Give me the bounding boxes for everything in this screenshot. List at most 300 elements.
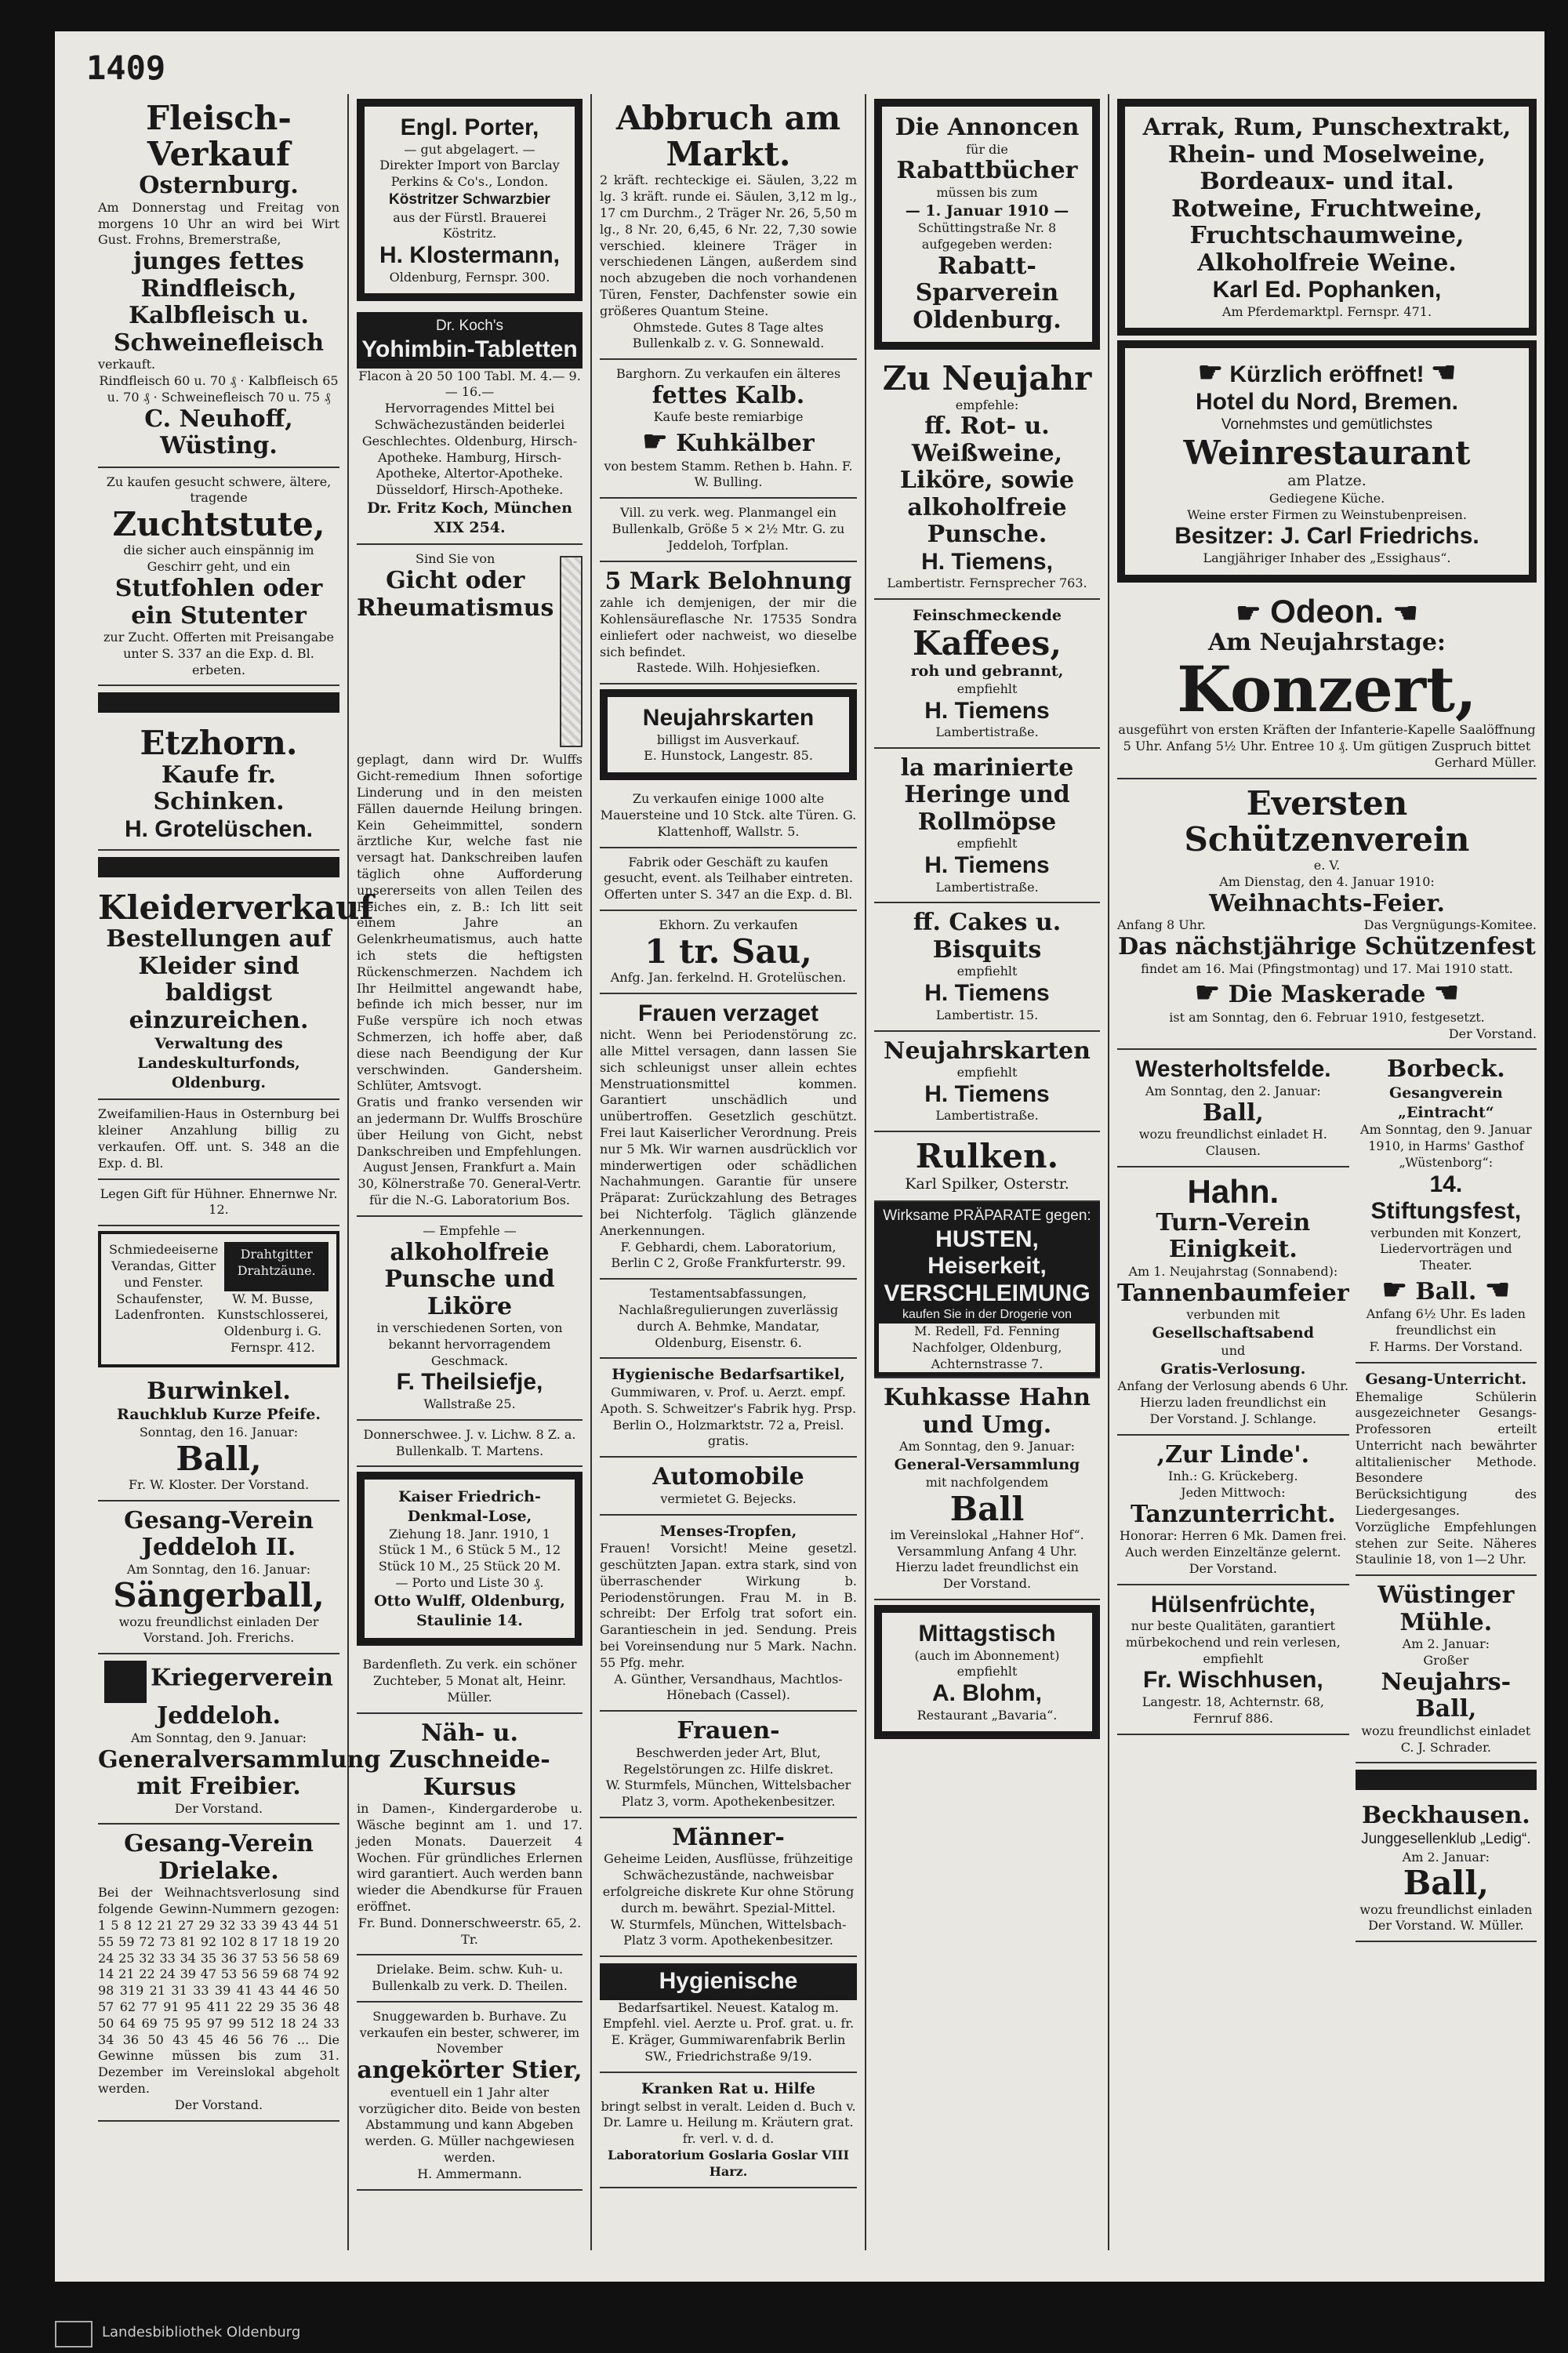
ad-title: Burwinkel. bbox=[147, 1377, 291, 1405]
library-footer bbox=[0, 2313, 1568, 2353]
ad-text: Honorar: Herren 6 Mk. Damen frei. Auch werden Einzeltänze gelernt. bbox=[1120, 1528, 1347, 1560]
ad-text: Kaufe beste remiarbige bbox=[653, 409, 804, 425]
ad-title: fettes Kalb. bbox=[652, 381, 805, 409]
ad-title: Zuchtstute, bbox=[112, 505, 325, 544]
ad-kaffee bbox=[874, 600, 1100, 749]
ad-text: Beschwerden jeder Art, Blut, Regelstörungen zc. Hilfe diskret. bbox=[622, 1745, 834, 1777]
ad-title: Gicht oder Rheumatismus bbox=[357, 567, 554, 622]
ad-seller: H. Tiemens bbox=[924, 1080, 1050, 1107]
ad-title-text: Odeon. bbox=[1270, 592, 1384, 630]
divider-bar bbox=[1356, 1770, 1537, 1790]
ad-text: Anfang 6½ Uhr. Es laden freundlichst ein bbox=[1366, 1306, 1526, 1338]
ad-text: eventuell ein 1 Jahr alter vorzügicher dito. Beide von besten Abstammung und kann Abgeben werden. G. Müller nachgewiesen werden. bbox=[358, 2084, 581, 2165]
col5-left bbox=[1117, 1050, 1349, 1942]
ad-verein: Turn-Verein Einigkeit. bbox=[1156, 1208, 1311, 1264]
ad-seller: W. M. Busse, Kunstschlosserei, Oldenburg i. G. Fernspr. 412. bbox=[216, 1291, 328, 1355]
ad-date: Am Sonntag, den 2. Januar: bbox=[1145, 1083, 1321, 1098]
ad-sign: Fr. W. Kloster. Der Vorstand. bbox=[128, 1476, 310, 1492]
pointing-hand-icon: ☚ bbox=[1484, 1273, 1511, 1307]
ad-date: Sonntag, den 16. Januar: bbox=[139, 1424, 299, 1440]
library-logo-icon bbox=[55, 2321, 93, 2348]
ad-sign: Rastede. Wilh. Hohjesiefken. bbox=[636, 660, 821, 676]
ad-title: Näh- u. Zuschneide-Kursus bbox=[389, 1719, 550, 1801]
ad-annoncen bbox=[874, 99, 1100, 350]
ad-text: geplagt, dann wird Dr. Wulffs Gicht-remedium Ihnen sofortige Linderung und in den meisten Fällen dauernde Heilung bringen. Kein Geheimmittel, sondern ärztliche Kur, welche fast nie versagt hat. Dankschreiben laufen täglich ohne Aufforderung unsererseits von allen Teilen des Reiches ein, z. B.: Ich litt seit einem Jahre an Gelenkrheumatismus, auch hatte ich stets die heftigsten Rückenschmerzen. Nachdem ich Ihr Heilmittel angewandt habe, befinde ich mich besser, nur im Fuße verspüre ich noch etwas Schmerzen, ich hoffe aber, daß diese nach Beendigung der Kur verschwinden. Gandersheim. Schlüter, Amtsvogt. bbox=[357, 752, 583, 1094]
ad-busse bbox=[98, 1231, 339, 1367]
ad-rulken bbox=[874, 1132, 1100, 1202]
pointing-hand-icon: ☛ bbox=[1197, 356, 1223, 389]
ad-punsch bbox=[357, 1217, 583, 1421]
ad-title: Hülsenfrüchte, bbox=[1150, 1591, 1316, 1618]
col5-split bbox=[1117, 1050, 1537, 1942]
ad-text: müssen bis zum bbox=[936, 184, 1038, 200]
ad-event: Gesellschaftsabend bbox=[1152, 1324, 1315, 1342]
ad-text: Langjähriger Inhaber des „Essighaus“. bbox=[1203, 550, 1451, 565]
ad-seller: C. Neuhoff, Wüsting. bbox=[144, 405, 293, 460]
ad-fabrik: Fabrik oder Geschäft zu kaufen gesucht, event. als Teilhaber eintreten. Offerten unter S. 347 an die Exp. d. Bl. bbox=[600, 848, 857, 911]
ad-sign: W. Sturmfels, München, Wittelsbacher Platz 3, vorm. Apothekenbesitzer. bbox=[605, 1777, 851, 1810]
column-1 bbox=[90, 94, 381, 2250]
pointing-hand-icon: ☚ bbox=[1392, 596, 1418, 629]
ad-menses bbox=[600, 1516, 857, 1712]
ad-text: Bedarfsartikel. Neuest. Katalog m. Empfehl. viel. Aerzte u. Prof. grat. u. fr. E. Kräger, Gummiwarenfabrik Berlin SW., Friedrichstraße 9/19. bbox=[602, 1999, 855, 2064]
ad-seller: H. Tiemens, bbox=[921, 548, 1053, 575]
ad-text: empfiehlt bbox=[956, 964, 1018, 979]
ad-addr: Langestr. 18, Achternstr. 68, Fernruf 886. bbox=[1142, 1694, 1324, 1726]
ad-text: von bestem Stamm. Rethen b. Hahn. F. W. Bulling. bbox=[604, 458, 853, 490]
ad-text: Ehemalige Schülerin ausgezeichneter Gesangs-Professoren erteilt Unterricht nach bewährter altitalienischer Methode. Besondere Berücksichtigung des Liedergesanges. Vorzügliche Empfehlungen stehen zur Seite. Näheres Staulinie 18, von 1—2 Uhr. bbox=[1355, 1389, 1537, 1567]
ad-verein: Gesangverein „Eintracht“ bbox=[1388, 1084, 1503, 1121]
ad-title: Neujahrskarten bbox=[884, 1037, 1091, 1065]
ad-seller: H. Tiemens bbox=[924, 697, 1050, 724]
ad-text: verkauft. bbox=[98, 357, 156, 372]
ad-seller: H. Tiemens bbox=[924, 852, 1050, 879]
ad-date: Am Dienstag, den 4. Januar 1910: bbox=[1219, 874, 1435, 889]
page-number: 1409 bbox=[86, 49, 166, 87]
ad-text: Kaufe fr. Schinken. bbox=[153, 761, 285, 816]
ad-husten bbox=[874, 1202, 1100, 1378]
ad-seller: A. Blohm, bbox=[932, 1680, 1042, 1707]
ad-text: zur Zucht. Offerten mit Preisangabe unter S. 337 an die Exp. d. Bl. erbeten. bbox=[103, 630, 334, 677]
ad-text: findet am 16. Mai (Pfingstmontag) und 17. Mai 1910 statt. bbox=[1141, 960, 1513, 976]
ad-event: Ball, bbox=[176, 1439, 262, 1478]
ad-hering bbox=[874, 749, 1100, 904]
ad-text: Ekhorn. Zu verkaufen bbox=[659, 917, 798, 932]
ad-text: Schaufenster, Ladenfronten. bbox=[114, 1291, 205, 1323]
ad-kranken bbox=[600, 2073, 857, 2188]
ad-sign: Dr. Fritz Koch, München XIX 254. bbox=[367, 499, 572, 536]
ad-title: Kaiser Friedrich-Denkmal-Lose, bbox=[398, 1488, 541, 1525]
iron-cross-icon bbox=[104, 1661, 147, 1703]
ad-event: Neujahrs-Ball, bbox=[1381, 1668, 1512, 1723]
ad-text: aus der Fürstl. Brauerei Köstritz. bbox=[393, 209, 546, 241]
ad-text: für die bbox=[966, 141, 1008, 157]
pointing-hand-icon: ☛ bbox=[1194, 976, 1221, 1010]
ad-brand: Dr. Koch's bbox=[436, 318, 503, 335]
ad-text: bringt selbst in veralt. Leiden d. Buch v. Dr. Lamre u. Heilung m. Kräutern grat. fr. verl. v. d. d. bbox=[601, 2098, 856, 2147]
divider-bar bbox=[98, 692, 339, 713]
col5-right bbox=[1356, 1050, 1537, 1942]
ad-drielake bbox=[98, 1825, 339, 2121]
ad-abbruch bbox=[600, 94, 857, 360]
ad-title bbox=[600, 426, 857, 458]
ad-zuchtstute bbox=[98, 468, 339, 687]
ad-club: Rauchklub Kurze Pfeife. bbox=[117, 1406, 321, 1424]
ad-text: Inh.: G. Krückeberg. bbox=[1168, 1469, 1298, 1484]
ad-text: zahle ich demjenigen, der mir die Kohlensäureflasche Nr. 17535 Sondra einliefert oder nachweist, wo dieselbe sich befindet. bbox=[600, 595, 857, 659]
ad-goods: ff. Rot- u. Weißweine, Liköre, sowie alkoholfreie Punsche. bbox=[899, 412, 1075, 549]
ad-testament: Testamentsabfassungen, Nachlaßregulierungen zuverlässig durch A. Behmke, Mandatar, Oldenburg, Eisenstr. 6. bbox=[600, 1280, 857, 1359]
ad-open-text: Kürzlich eröffnet! bbox=[1229, 361, 1425, 388]
ad-text: mit nachfolgendem bbox=[925, 1474, 1049, 1490]
ad-title: Menses-Tropfen, bbox=[659, 1522, 797, 1540]
ad-title: Kaffees, bbox=[913, 623, 1062, 663]
ad-sign: Laboratorium Goslaria Goslar VIII Harz. bbox=[608, 2147, 849, 2179]
ad-title: Hygienische Bedarfsartikel, bbox=[612, 1366, 845, 1384]
ad-title: alkoholfreie Punsche und Liköre bbox=[384, 1238, 555, 1320]
ad-text: Schüttingstraße Nr. 8 aufgegeben werden: bbox=[917, 220, 1057, 252]
ad-text: empfiehlt bbox=[956, 1065, 1018, 1080]
ad-text: Hervorragendes Mittel bei Schwächezuständen beiderlei Geschlechtes. Oldenburg, Hirsch-Apotheke. Hamburg, Hirsch-Apotheke, Altertor-Apotheke. Düsseldorf, Hirsch-Apotheke. bbox=[361, 401, 578, 498]
ad-etzhorn bbox=[98, 719, 339, 851]
ad-title: Kuhkasse Hahn und Umg. bbox=[884, 1384, 1091, 1439]
ad-addr: Lambertistr. 15. bbox=[935, 1007, 1039, 1022]
ad-title: Köstritzer Schwarzbier bbox=[389, 191, 550, 208]
ad-sign: Der Vorstand. J. Schlange. bbox=[1149, 1411, 1317, 1426]
ad-sign: Otto Wulff, Oldenburg, Staulinie 14. bbox=[374, 1592, 565, 1629]
ad-title: 1 tr. Sau, bbox=[644, 931, 812, 971]
ad-sign: Der Vorstand. bbox=[942, 1576, 1032, 1592]
ad-text: roh und gebrannt, bbox=[910, 663, 1064, 681]
ad-text: e. V. bbox=[1313, 858, 1341, 873]
ad-text: Anfang 8 Uhr. bbox=[1117, 917, 1206, 933]
ad-event: Generalversammlung mit Freibier. bbox=[98, 1745, 381, 1801]
ad-auto bbox=[600, 1458, 857, 1515]
ad-sign: wozu freundlichst einladen Der Vorstand. W. Müller. bbox=[1359, 1901, 1533, 1934]
ad-date: Am Sonntag, den 9. Januar: bbox=[131, 1730, 307, 1745]
ad-prices: Rindfleisch 60 u. 70 ₰ · Kalbfleisch 65 u. 70 ₰ · Schweinefleisch 70 u. 75 ₰ bbox=[99, 373, 339, 405]
ad-text: Schmiedeeiserne Verandas, Gitter und Fenster. bbox=[109, 1242, 219, 1290]
ad-title: Etzhorn. bbox=[140, 724, 298, 763]
ad-gicht bbox=[357, 545, 583, 1216]
ad-text: im Vereinslokal „Hahner Hof“. Versammlung Anfang 4 Uhr. Hierzu ladet freundlichst ein bbox=[890, 1527, 1084, 1575]
ad-addr: Lambertistraße. bbox=[935, 724, 1039, 740]
ad-title-text: Kuhkälber bbox=[676, 430, 815, 458]
ad-wester bbox=[1117, 1050, 1349, 1167]
ad-subtitle: Osternburg. bbox=[139, 172, 299, 200]
ad-text: Anfang der Verlosung abends 6 Uhr. Hierzu laden freundlichst ein bbox=[1117, 1378, 1349, 1411]
ad-text: und bbox=[1221, 1342, 1246, 1358]
ad-text: Ziehung 18. Janr. 1910, 1 Stück 1 M., 6 Stück 5 M., 12 Stück 10 M., 25 Stück 20 M. — Porto und Liste 30 ₰. bbox=[378, 1526, 561, 1591]
ad-text: Am Sonntag, den 9. Januar 1910, in Harms' Gasthof „Wüstenborg“: bbox=[1360, 1122, 1532, 1170]
ad-text: Sind Sie von bbox=[416, 551, 495, 567]
ad-title: Engl. Porter, bbox=[400, 114, 539, 140]
ad-text: Arrak, Rum, Punschextrakt, Rhein- und Moselweine, Bordeaux- und ital. Rotweine, Fruchtweine, Fruchtschaumweine, Alkoholfreie Weine. bbox=[1142, 114, 1512, 277]
ad-sign: W. Sturmfels, München, Wittelsbach-Platz 3 vorm. Apothekenbesitzer. bbox=[610, 1916, 847, 1948]
ad-title: Rulken. bbox=[915, 1137, 1059, 1176]
ad-addr: Am Pferdemarktpl. Fernspr. 471. bbox=[1221, 303, 1432, 319]
ad-sign: Ohmstede. Gutes 8 Tage altes Bullenkalb z. v. G. Sonnewald. bbox=[632, 319, 825, 351]
ad-text: Weine erster Firmen zu Weinstubenpreisen. bbox=[1187, 507, 1467, 522]
ad-sign: M. Redell, Fd. Fenning Nachfolger, Oldenburg, Achternstrasse 7. bbox=[879, 1324, 1095, 1372]
ad-sign: Der Vorstand. bbox=[1448, 1026, 1537, 1041]
ad-event: Weihnachts-Feier. bbox=[1209, 889, 1445, 917]
ad-kalb bbox=[600, 360, 857, 499]
ad-title: Borbeck. bbox=[1386, 1055, 1505, 1084]
ad-date: Am Sonntag, den 9. Januar: bbox=[899, 1439, 1075, 1454]
ad-naeh bbox=[357, 1714, 583, 1956]
column-3 bbox=[592, 94, 866, 2250]
ad-title: Stutfohlen oder ein Stutenter bbox=[114, 575, 323, 630]
ad-text: Feinschmeckende bbox=[913, 607, 1062, 625]
ad-date: Am Neujahrstage: bbox=[1207, 628, 1446, 656]
ad-title: Hahn. bbox=[1187, 1172, 1279, 1210]
ad-open bbox=[1133, 356, 1521, 389]
ad-text: Barghorn. Zu verkaufen ein älteres bbox=[615, 366, 841, 382]
ad-sign: wozu freundlichst einladen Der Vorstand. Joh. Frerichs. bbox=[118, 1614, 319, 1646]
ad-title: Zu Neujahr bbox=[882, 359, 1092, 398]
ad-addr: Lambertistr. Fernsprecher 763. bbox=[887, 576, 1087, 591]
ad-owner: Besitzer: J. Carl Friedrichs. bbox=[1174, 523, 1479, 550]
ad-sign: A. Günther, Versandhaus, Machtlos-Hönebach (Cassel). bbox=[614, 1671, 843, 1703]
ad-org: Rabatt-Sparverein Oldenburg. bbox=[913, 252, 1062, 334]
ad-name: Hotel du Nord, Bremen. bbox=[1195, 388, 1459, 415]
ad-text: Am Donnerstag und Freitag von morgens 10 Uhr an wird bei Wirt Gust. Frohns, Bremerstraße, bbox=[98, 199, 339, 248]
ad-title: Abbruch am Markt. bbox=[615, 99, 841, 174]
ad-title: Eversten Schützenverein bbox=[1184, 783, 1470, 859]
sick-man-illustration bbox=[560, 556, 583, 747]
ad-borbeck bbox=[1356, 1050, 1537, 1363]
ad-legen: Legen Gift für Hühner. Ehnernwe Nr. 12. bbox=[98, 1180, 339, 1227]
ad-linde bbox=[1117, 1436, 1349, 1585]
ad-kleider bbox=[98, 884, 374, 1100]
ad-sign: Fr. Bund. Donnerschweerstr. 65, 2. Tr. bbox=[358, 1915, 582, 1947]
ad-gesang bbox=[1356, 1364, 1537, 1576]
ad-title: 5 Mark Belohnung bbox=[604, 567, 852, 595]
ad-text: billigst im Ausverkauf. bbox=[656, 732, 800, 747]
ad-seller: Karl Ed. Pophanken, bbox=[1212, 277, 1442, 303]
ad-event: Sängerball, bbox=[113, 1576, 325, 1615]
ad-title: Gesang-Verein Drielake. bbox=[124, 1830, 314, 1885]
ad-frauen2 bbox=[600, 1712, 857, 1818]
ad-text: vermietet G. Bejecks. bbox=[660, 1491, 797, 1506]
ad-text: Vornehmstes und gemütlichstes bbox=[1221, 416, 1433, 434]
ad-yohimbin bbox=[357, 306, 583, 545]
ad-burwinkel bbox=[98, 1372, 339, 1501]
ad-event: Tannenbaumfeier bbox=[1117, 1279, 1349, 1307]
ad-jeddeloh bbox=[98, 1501, 339, 1655]
ad-event: Ball bbox=[949, 1489, 1025, 1528]
ad-lose bbox=[357, 1472, 583, 1646]
ad-text: empfiehlt bbox=[956, 836, 1018, 852]
ad-text: ist am Sonntag, den 6. Februar 1910, festgesetzt. bbox=[1169, 1009, 1485, 1025]
ad-porter bbox=[357, 99, 583, 301]
ad-text: empfehle: bbox=[955, 397, 1019, 412]
ad-date: Am 2. Januar: bbox=[1402, 1849, 1490, 1865]
ad-sign: E. Hunstock, Langestr. 85. bbox=[644, 748, 813, 764]
ad-title: Frauen verzaget bbox=[637, 1000, 819, 1026]
ad-verlauf: Vill. zu verk. weg. Planmangel ein Bullenkalb, Größe 5 × 2½ Mtr. G. zu Jeddeloh, Torfplan. bbox=[600, 499, 857, 561]
ad-sign: F. Harms. Der Vorstand. bbox=[1369, 1339, 1523, 1355]
column-2 bbox=[349, 94, 592, 2250]
ad-text: Gummiwaren, v. Prof. u. Aerzt. empf. Apoth. S. Schweitzer's Fabrik hyg. Prsp. Berlin O., Holzmarktstr. 72 a, Preisl. gratis. bbox=[600, 1385, 857, 1449]
ad-text: nicht. Wenn bei Periodenstörung zc. alle Mittel versagen, dann lassen Sie sich schleunigst unser allein echtes Menstruationsmittel kommen. Garantiert unschädlich und unübertroffen. Gesetzlich geschützt. Frei laut Kaiserlicher Verordnung. Preis nur 5 Mk. Wir warnen ausdrücklich vor minderwertigen oder schädlichen Nachahmungen. Garantie für unsere Präparat: Zurückzahlung des Betrages bei Nichterfolg. Täglich glänzende Anerkennungen. bbox=[600, 1027, 857, 1238]
pointing-hand-icon: ☛ bbox=[1236, 596, 1261, 629]
ad-title: Rabattbücher bbox=[896, 157, 1078, 185]
column-5 bbox=[1109, 94, 1544, 2250]
ad-title: Kranken Rat u. Hilfe bbox=[641, 2079, 815, 2097]
ad-date: Am 2. Januar: bbox=[1402, 1636, 1490, 1652]
ad-kuhkasse bbox=[874, 1378, 1100, 1600]
ad-frauen bbox=[600, 994, 857, 1280]
ad-title: Westerholtsfelde. bbox=[1135, 1056, 1331, 1083]
ad-seller: H. Tiemens bbox=[924, 980, 1050, 1007]
ad-org: Verwaltung des Landeskulturfonds, Oldenburg. bbox=[137, 1035, 300, 1091]
ad-date: Am Sonntag, den 16. Januar: bbox=[126, 1561, 311, 1577]
ad-drielake-kuh: Drielake. Beim. schw. Kuh- u. Bullenkalb zu verk. D. Theilen. bbox=[357, 1955, 583, 2003]
ad-title: Gesang-Verein Jeddeloh II. bbox=[124, 1506, 314, 1562]
ad-title: angekörter Stier, bbox=[357, 2057, 583, 2085]
ad-neujahr bbox=[874, 354, 1100, 600]
ad-fleisch bbox=[98, 94, 339, 468]
ad-text: in verschiedenen Sorten, von bekannt hervorragendem Geschmack. bbox=[376, 1320, 563, 1368]
ad-text: nur beste Qualitäten, garantiert mürbekochend und rein verlesen, empfiehlt bbox=[1125, 1618, 1341, 1666]
ad-title-text: Die Maskerade bbox=[1228, 981, 1426, 1009]
pointing-hand-icon: ☛ bbox=[642, 425, 668, 459]
ad-title: Mittagstisch bbox=[918, 1621, 1056, 1647]
ad-text: die sicher auch einspännig im Geschirr geht, und ein bbox=[123, 543, 314, 575]
ad-prices: Flacon à 20 50 100 Tabl. M. 4.— 9.— 16.— bbox=[358, 368, 581, 400]
ad-text: Jeden Mittwoch: bbox=[1181, 1484, 1286, 1500]
ad-zweifam: Zweifamilien-Haus in Osternburg bei kleiner Anzahlung billig zu verkaufen. Off. unt. S. 348 an die Exp. d. Bl. bbox=[98, 1100, 339, 1179]
ad-event: Tanzunterricht. bbox=[1130, 1500, 1336, 1528]
ad-sign: Das Vergnügungs-Komitee. bbox=[1363, 917, 1537, 933]
ad-text: kaufen Sie in der Drogerie von bbox=[902, 1308, 1073, 1322]
ad-event: Ball, bbox=[1403, 1864, 1489, 1903]
ad-title: Gesang-Unterricht. bbox=[1365, 1370, 1527, 1388]
ad-hotel bbox=[1117, 340, 1537, 582]
ad-title: Hygienische bbox=[600, 1963, 857, 2000]
ad-event: 14. Stiftungsfest, bbox=[1370, 1171, 1522, 1225]
ad-text: ausgeführt von ersten Kräften der Infanterie-Kapelle Saalöffnung 5 Uhr. Anfang 5½ Uhr. Entree 10 ₰. Um gütigen Zuspruch bittet bbox=[1118, 722, 1536, 754]
ad-club: Junggesellenklub „Ledig“. bbox=[1361, 1830, 1531, 1847]
ad-title: Frauen- bbox=[677, 1717, 780, 1745]
ad-mauer: Zu verkaufen einige 1000 alte Mauersteine und 10 Stck. alte Türen. G. Klattenhoff, Wallstr. 5. bbox=[600, 785, 857, 848]
ad-seller: H. Grotelüschen. bbox=[124, 815, 314, 842]
ad-beckhausen bbox=[1356, 1796, 1537, 1942]
pointing-hand-icon: ☚ bbox=[1431, 356, 1457, 389]
ad-sign: Der Vorstand. bbox=[174, 2097, 263, 2112]
ad-text: (auch im Abonnement) empfiehlt bbox=[914, 1647, 1060, 1679]
ad-sign: August Jensen, Frankfurt a. Main 30, Kölnerstraße 70. General-Vertr. für die N.-G. Laboratorium Bos. bbox=[358, 1160, 582, 1207]
ad-text: Drahtgitter Drahtzäune. bbox=[224, 1242, 328, 1291]
ad-title: Wüstinger Mühle. bbox=[1377, 1581, 1515, 1636]
ad-text: verbunden mit Konzert, Liedervorträgen und Theater. bbox=[1370, 1225, 1522, 1273]
ad-title: Kriegerverein Jeddeloh. bbox=[151, 1664, 333, 1730]
ad-date: — 1. Januar 1910 — bbox=[905, 202, 1069, 220]
ad-sign: wozu freundlichst einladet H. Clausen. bbox=[1138, 1127, 1327, 1158]
ad-seller: Fr. Wischhusen, bbox=[1142, 1667, 1323, 1694]
ad-date: Am 1. Neujahrstag (Sonnabend): bbox=[1128, 1263, 1338, 1279]
ad-addr: Lambertistraße. bbox=[935, 879, 1039, 895]
ad-neujahrskarten bbox=[600, 689, 857, 780]
ad-text: in Damen-, Kindergarderobe u. Wäsche beginnt am 1. und 17. jeden Monats. Dauerzeit 4 Wochen. Für gründliches Erlernen wird garantiert. Auch werden bann wieder die Abendkurse für Frauen eröffnet. bbox=[357, 1801, 583, 1914]
ad-text: Bestellungen auf Kleider sind baldigst einzureichen. bbox=[106, 925, 332, 1034]
ad-text: — Empfehle — bbox=[423, 1222, 517, 1238]
ad-text: empfiehlt bbox=[956, 681, 1018, 696]
ad-title: Weinrestaurant bbox=[1183, 433, 1471, 472]
ad-title: la marinierte Heringe und Rollmöpse bbox=[900, 753, 1074, 836]
ad-text: — gut abgelagert. — bbox=[404, 141, 535, 157]
divider-bar bbox=[98, 857, 339, 877]
ad-huelsen bbox=[1117, 1585, 1349, 1735]
ad-seller: F. Theilsiefje, bbox=[396, 1369, 543, 1396]
ad-seller: H. Klostermann, bbox=[379, 242, 561, 269]
ad-event: General-Versammlung bbox=[894, 1456, 1080, 1474]
ad-arrak bbox=[1117, 99, 1537, 336]
ad-title: Männer- bbox=[672, 1823, 785, 1851]
ad-hygiene bbox=[600, 1359, 857, 1458]
ad-addr: Lambertistraße. bbox=[935, 1108, 1039, 1124]
ad-odeon bbox=[1117, 587, 1537, 779]
footer-text: Landesbibliothek Oldenburg bbox=[102, 2324, 301, 2340]
ad-sign: wozu freundlichst einladet C. J. Schrader. bbox=[1361, 1723, 1531, 1755]
ad-text: Frauen! Vorsicht! Meine gesetzl. geschützten Japan. extra stark, sind von überraschender Wirkung b. Periodenstörungen. Frau M. in B. schreibt: Der Erfolg trat sofort ein. Garantieschein in jed. Sendung. Preis bei Voreinsendung nur 5 Mark. Nachn. 55 Pfg. mehr. bbox=[600, 1541, 857, 1670]
ad-title: Das nächstjährige Schützenfest bbox=[1118, 933, 1536, 961]
ad-belohnung bbox=[600, 562, 857, 684]
ad-event-text: Ball. bbox=[1415, 1278, 1477, 1306]
ad-stier bbox=[357, 2003, 583, 2191]
ad-title: Neujahrskarten bbox=[642, 705, 815, 732]
ad-event: Konzert, bbox=[1177, 652, 1477, 727]
ad-text: am Platze. bbox=[1287, 472, 1367, 490]
ad-addr: Wallstraße 25. bbox=[423, 1396, 516, 1411]
ad-text: Anfg. Jan. ferkelnd. H. Grotelüschen. bbox=[610, 969, 847, 985]
ad-text: Geheime Leiden, Ausflüsse, frühzeitige Schwächezustände, nachweisbar erfolgreiche diskrete Kur ohne Störung durch m. bewährt. Spezial-Mittel. bbox=[602, 1851, 855, 1915]
ad-sign: Gerhard Müller. bbox=[1434, 755, 1537, 771]
ad-event bbox=[1356, 1274, 1537, 1306]
ad-mittagstisch bbox=[874, 1605, 1100, 1739]
ad-title: Yohimbin-Tabletten bbox=[361, 336, 578, 363]
ad-bard: Bardenfleth. Zu verk. ein schöner Zuchteber, 5 Monat alt, Heinr. Müller. bbox=[357, 1650, 583, 1713]
ad-hygiene2 bbox=[600, 1957, 857, 2073]
ad-banner bbox=[357, 312, 583, 368]
ad-event: Ball, bbox=[1202, 1098, 1264, 1127]
ad-title: Fleisch-Verkauf bbox=[146, 99, 292, 174]
ad-sign: H. Ammermann. bbox=[417, 2166, 522, 2181]
ad-text: Snuggewarden b. Burhave. Zu verkaufen ein bester, schwerer, im November bbox=[359, 2008, 580, 2057]
ad-text: Gediegene Küche. bbox=[1269, 490, 1385, 506]
ad-text: 2 kräft. rechteckige ei. Säulen, 3,22 m lg. 3 kräft. runde ei. Säulen, 3,12 m lg., 17 cm Durchm., 2 Träger Nr. 26, 5,50 m lg., 8 Nr. 20, 6,45, 6 Nr. 22, 7,30 sowie verschied. kleinere Träger in verschiedenen Längen, außerdem sind noch abzugeben die noch vorhandenen Türen, Fenster, Dachfenster sowie ein größeres Quantum Steine. bbox=[600, 172, 857, 318]
pointing-hand-icon: ☛ bbox=[1381, 1273, 1407, 1307]
ad-text: Gratis und franko versenden wir an jedermann Dr. Wulffs Broschüre über Heilung von Gicht, nebst Dankschreiben und Empfehlungen. bbox=[357, 1095, 583, 1159]
ad-text: Zu kaufen gesucht schwere, ältere, tragende bbox=[106, 474, 332, 506]
ad-title: Kleiderverkauf bbox=[98, 888, 374, 928]
pointing-hand-icon: ☚ bbox=[1433, 976, 1460, 1010]
ad-title bbox=[1117, 594, 1537, 630]
ad-sign: Karl Spilker, Osterstr. bbox=[905, 1175, 1069, 1193]
ad-title: HUSTEN, Heiserkeit, VERSCHLEIMUNG bbox=[884, 1226, 1091, 1306]
ad-text: verbunden mit bbox=[1186, 1307, 1280, 1323]
ad-title: Automobile bbox=[652, 1463, 804, 1491]
ad-cakes bbox=[874, 903, 1100, 1031]
ad-sign: F. Gebhardi, chem. Laboratorium, Berlin C 2, Große Frankfurterstr. 99. bbox=[611, 1239, 846, 1271]
column-4 bbox=[866, 94, 1109, 2250]
ad-title: Beckhausen. bbox=[1361, 1802, 1530, 1830]
ad-donner: Donnerschwee. J. v. Lichw. 8 Z. a. Bullenkalb. T. Martens. bbox=[357, 1421, 583, 1468]
ad-text: Großer bbox=[1423, 1653, 1469, 1669]
ad-title: ff. Cakes u. Bisquits bbox=[913, 909, 1062, 964]
